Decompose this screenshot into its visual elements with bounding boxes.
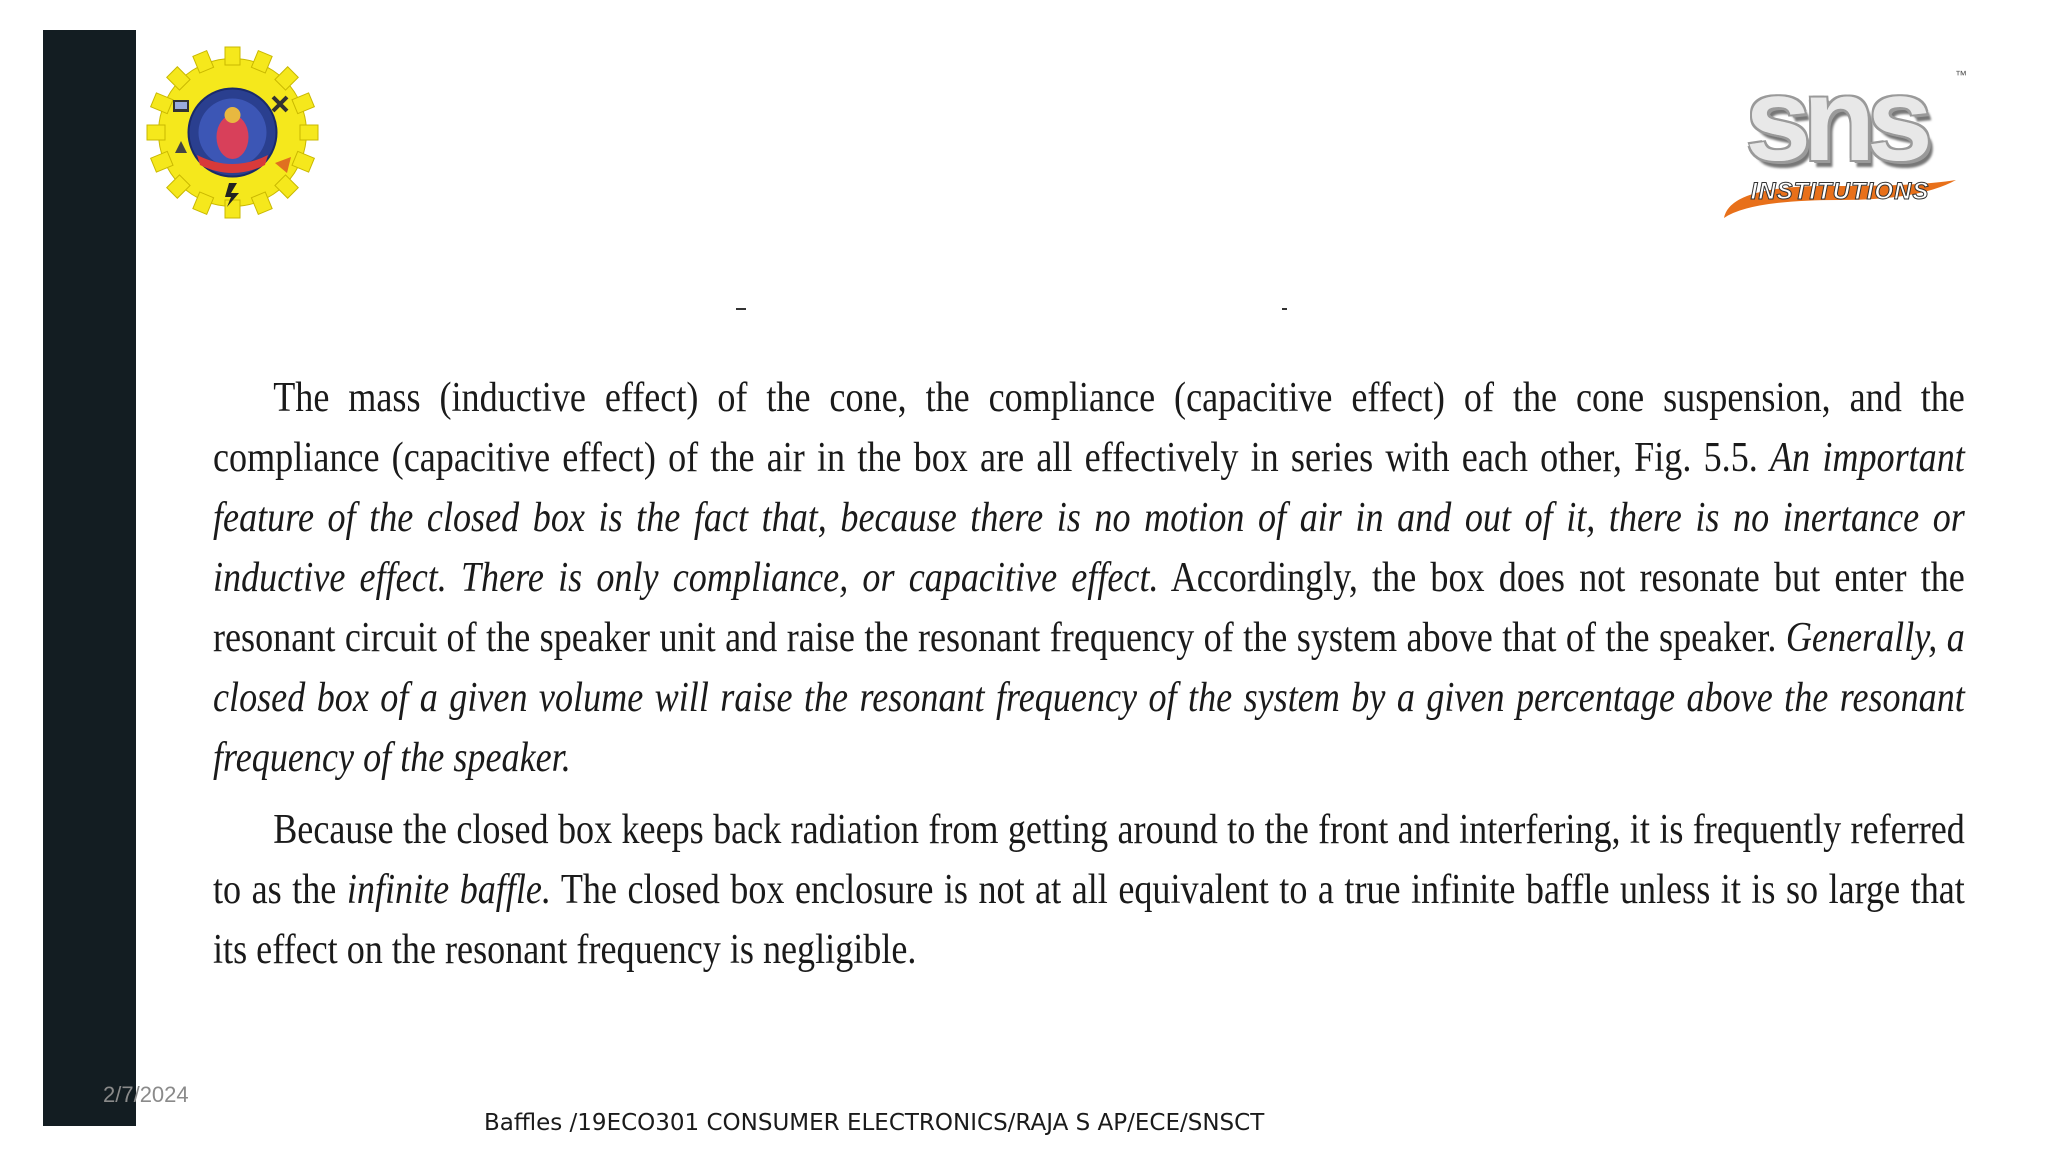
sns-logo-wordmark: sns <box>1745 54 1925 186</box>
paragraph1-italic-generally: Generally, a closed box of a given volume will raise the resonant frequency of the system by a given percentage above the resonant frequency of the speaker. <box>213 615 1965 781</box>
footer-course-line: Baffles /19ECO301 CONSUMER ELECTRONICS/RAJA S AP/ECE/SNSCT <box>484 1110 1265 1136</box>
slide-date: 2/7/2024 <box>103 1082 189 1107</box>
scan-artifact-mark <box>736 308 746 310</box>
paragraph-closed-box-resonance <box>213 368 1965 788</box>
left-accent-bar <box>43 30 136 1126</box>
college-gear-seal-icon <box>145 45 320 220</box>
sns-trademark: ™ <box>1955 68 1967 82</box>
scan-artifact-mark <box>1282 308 1287 310</box>
paragraph1-middle: Accordingly, the box does not resonate but enter the resonant circuit of the speaker unit and raise the resonant frequency of the system above that of the speaker. <box>213 555 1965 661</box>
paragraph2-end: The closed box enclosure is not at all equivalent to a true infinite baffle unless it is so large that its effect on the resonant frequency is negligible. <box>213 867 1965 973</box>
paragraph1-intro: The mass (inductive effect) of the cone, the compliance (capacitive effect) of the cone suspension, and the compliance (capacitive effect) of the air in the box are all effectively in series with each other, Fig. 5.5. <box>213 375 1965 481</box>
slide-body-text <box>213 368 1965 992</box>
sns-institutions-logo <box>1705 54 1967 220</box>
paragraph2-infinite-baffle-term: infinite baffle. <box>346 867 551 913</box>
paragraph2-start: Because the closed box keeps back radiation from getting around to the front and interfering, it is frequently referred to as the <box>213 807 1965 913</box>
sns-tagline: INSTITUTIONS <box>1750 178 1930 205</box>
paragraph1-italic-feature: An important feature of the closed box is the fact that, because there is no motion of air in and out of it, there is no inertance or inductive effect. There is only compliance, or capacitive effect. <box>213 435 1965 601</box>
paragraph-infinite-baffle <box>213 800 1965 980</box>
